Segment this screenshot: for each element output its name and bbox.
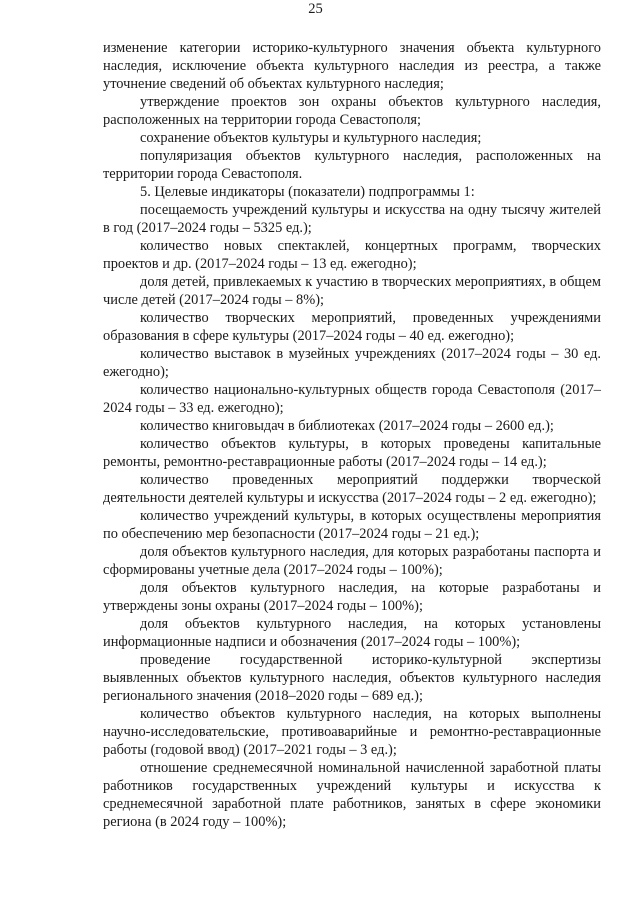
document-body — [103, 39, 601, 831]
indicator-item: посещаемость учреждений культуры и искусства на одну тысячу жителей в год (2017–2024 годы – 5325 ед.); — [103, 201, 601, 236]
indicator-item: доля детей, привлекаемых к участию в творческих мероприятиях, в общем числе детей (2017–2024 годы – 8%); — [103, 273, 601, 308]
indicator-item: количество проведенных мероприятий поддержки творческой деятельности деятелей культуры и искусства (2017–2024 годы – 2 ед. ежегодно); — [103, 471, 601, 506]
paragraph-continuation: изменение категории историко-культурного значения объекта культурного наследия, исключение объекта культурного наследия из реестра, а также уточнение сведений об объектах культурного наследия; — [103, 39, 601, 92]
indicator-item: количество объектов культурного наследия, на которых выполнены научно-исследовательские, противоаварийные и ремонтно-реставрационные работы (годовой ввод) (2017–2021 годы – 3 ед.); — [103, 705, 601, 758]
page-number: 25 — [308, 1, 323, 17]
indicator-item: доля объектов культурного наследия, на которых установлены информационные надписи и обозначения (2017–2024 годы – 100%); — [103, 615, 601, 650]
indicator-item: количество учреждений культуры, в которых осуществлены мероприятия по обеспечению мер безопасности (2017–2024 годы – 21 ед.); — [103, 507, 601, 542]
indicator-item: количество национально-культурных обществ города Севастополя (2017–2024 годы – 33 ед. ежегодно); — [103, 381, 601, 416]
indicator-item: количество новых спектаклей, концертных программ, творческих проектов и др. (2017–2024 годы – 13 ед. ежегодно); — [103, 237, 601, 272]
indicator-item: количество книговыдач в библиотеках (2017–2024 годы – 2600 ед.); — [140, 417, 554, 434]
indicator-item: проведение государственной историко-культурной экспертизы выявленных объектов культурного наследия, объектов культурного наследия регионального значения (2018–2020 годы – 689 ед.); — [103, 651, 601, 704]
indicator-item: количество объектов культуры, в которых проведены капитальные ремонты, ремонтно-реставрационные работы (2017–2024 годы – 14 ед.); — [103, 435, 601, 470]
indicator-item: доля объектов культурного наследия, для которых разработаны паспорта и сформированы учетные дела (2017–2024 годы – 100%); — [103, 543, 601, 578]
indicator-item: количество творческих мероприятий, проведенных учреждениями образования в сфере культуры (2017–2024 годы – 40 ед. ежегодно); — [103, 309, 601, 344]
indicator-item: отношение среднемесячной номинальной начисленной заработной платы работников государственных учреждений культуры и искусства к среднемесячной заработной плате работников, занятых в сфере экономики региона (в 2024 году – 100%); — [103, 759, 601, 830]
indicator-item: количество выставок в музейных учреждениях (2017–2024 годы – 30 ед. ежегодно); — [103, 345, 601, 380]
paragraph: сохранение объектов культуры и культурного наследия; — [140, 129, 482, 146]
paragraph: утверждение проектов зон охраны объектов культурного наследия, расположенных на территории города Севастополя; — [103, 93, 601, 128]
paragraph: популяризация объектов культурного наследия, расположенных на территории города Севастополя. — [103, 147, 601, 182]
section-heading: 5. Целевые индикаторы (показатели) подпрограммы 1: — [140, 183, 475, 200]
indicator-item: доля объектов культурного наследия, на которые разработаны и утверждены зоны охраны (2017–2024 годы – 100%); — [103, 579, 601, 614]
